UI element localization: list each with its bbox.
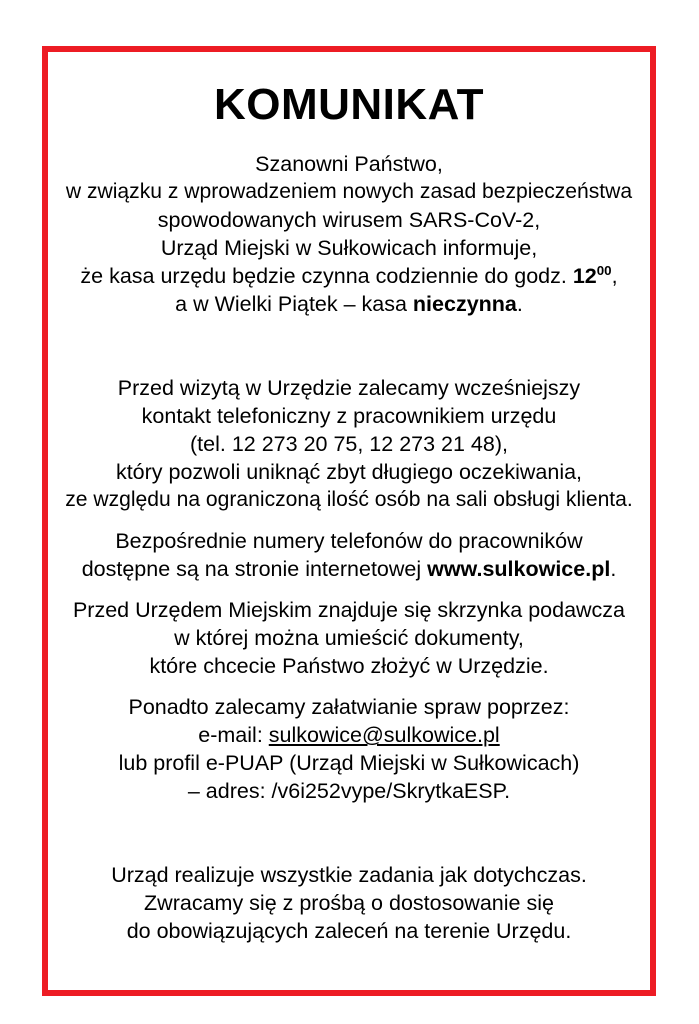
spacer-large-1	[62, 318, 636, 374]
dropbox-line-submit: które chcecie Państwo złożyć w Urzędzie.	[149, 654, 549, 679]
contact-line-advice-1: Przed wizytą w Urzędzie zalecamy wcześniejszy	[117, 376, 581, 401]
cashier-hours-text: że kasa urzędu będzie czynna codziennie do godz.	[80, 264, 573, 289]
contact-line-advice-2: kontakt telefoniczny z pracownikiem urzędu	[141, 404, 557, 429]
closing-line-tasks: Urząd realizuje wszystkie zadania jak dotychczas.	[111, 863, 587, 888]
closing-line-request: Zwracamy się z prośbą o dostosowanie się	[144, 891, 554, 916]
intro-line-good-friday	[62, 290, 636, 318]
intro-line-cashier-hours	[62, 262, 636, 290]
closing-line-guidelines: do obowiązujących zaleceń na terenie Urzędu.	[126, 919, 572, 944]
red-border-frame	[42, 46, 656, 996]
spacer-small-1	[62, 514, 636, 527]
website-line-address	[62, 555, 636, 583]
eservices-line-epuap-address: – adres: /v6i252vype/SkrytkaESP.	[187, 779, 511, 804]
paragraph-dropbox	[62, 596, 636, 680]
eservices-line-email	[62, 721, 636, 749]
spacer-large-2	[62, 805, 636, 861]
cashier-hours-suffix: ,	[611, 264, 618, 289]
website-line-direct-numbers: Bezpośrednie numery telefonów do pracowników	[115, 529, 583, 554]
announcement-content	[48, 52, 650, 990]
cashier-hours-minutes: 00	[596, 263, 612, 279]
intro-line-salutation: Szanowni Państwo,	[255, 152, 443, 177]
paragraph-intro	[62, 150, 636, 318]
contact-line-waiting: który pozwoli uniknąć zbyt długiego oczekiwania,	[115, 460, 583, 485]
dropbox-line-location: Przed Urzędem Miejskim znajduje się skrzynka podawcza	[72, 598, 626, 623]
dropbox-line-documents: w której można umieścić dokumenty,	[174, 626, 524, 651]
eservices-line-intro: Ponadto zalecamy załatwianie spraw poprzez:	[128, 695, 570, 720]
eservices-line-epuap: lub profil e-PUAP (Urząd Miejski w Sułkowicach)	[118, 751, 580, 776]
website-suffix-text: .	[610, 557, 617, 582]
paragraph-website	[62, 527, 636, 583]
intro-line-authority: Urząd Miejski w Sułkowicach informuje,	[160, 236, 538, 261]
intro-line-reason-1: w związku z wprowadzeniem nowych zasad bezpieczeństwa	[65, 180, 633, 204]
good-friday-suffix: .	[516, 292, 523, 317]
contact-phone-numbers: (tel. 12 273 20 75, 12 273 21 48),	[190, 432, 508, 457]
paragraph-contact	[62, 374, 636, 514]
cashier-hours-value: 12	[572, 264, 597, 289]
website-prefix-text: dostępne są na stronie internetowej	[81, 557, 428, 582]
good-friday-closed: nieczynna	[412, 292, 517, 317]
spacer-small-3	[62, 680, 636, 693]
website-url: www.sulkowice.pl	[427, 557, 611, 582]
email-address-link[interactable]: sulkowice@sulkowice.pl	[268, 723, 500, 748]
paragraph-eservices	[62, 693, 636, 805]
email-label: e-mail:	[198, 723, 269, 748]
intro-line-reason-2: spowodowanych wirusem SARS-CoV-2,	[157, 208, 541, 233]
good-friday-text: a w Wielki Piątek – kasa	[175, 292, 413, 317]
paragraph-closing	[62, 861, 636, 945]
spacer-small-2	[62, 583, 636, 596]
contact-line-capacity: ze względu na ograniczoną ilość osób na sali obsługi klienta.	[65, 488, 633, 512]
page-title: KOMUNIKAT	[213, 80, 485, 129]
